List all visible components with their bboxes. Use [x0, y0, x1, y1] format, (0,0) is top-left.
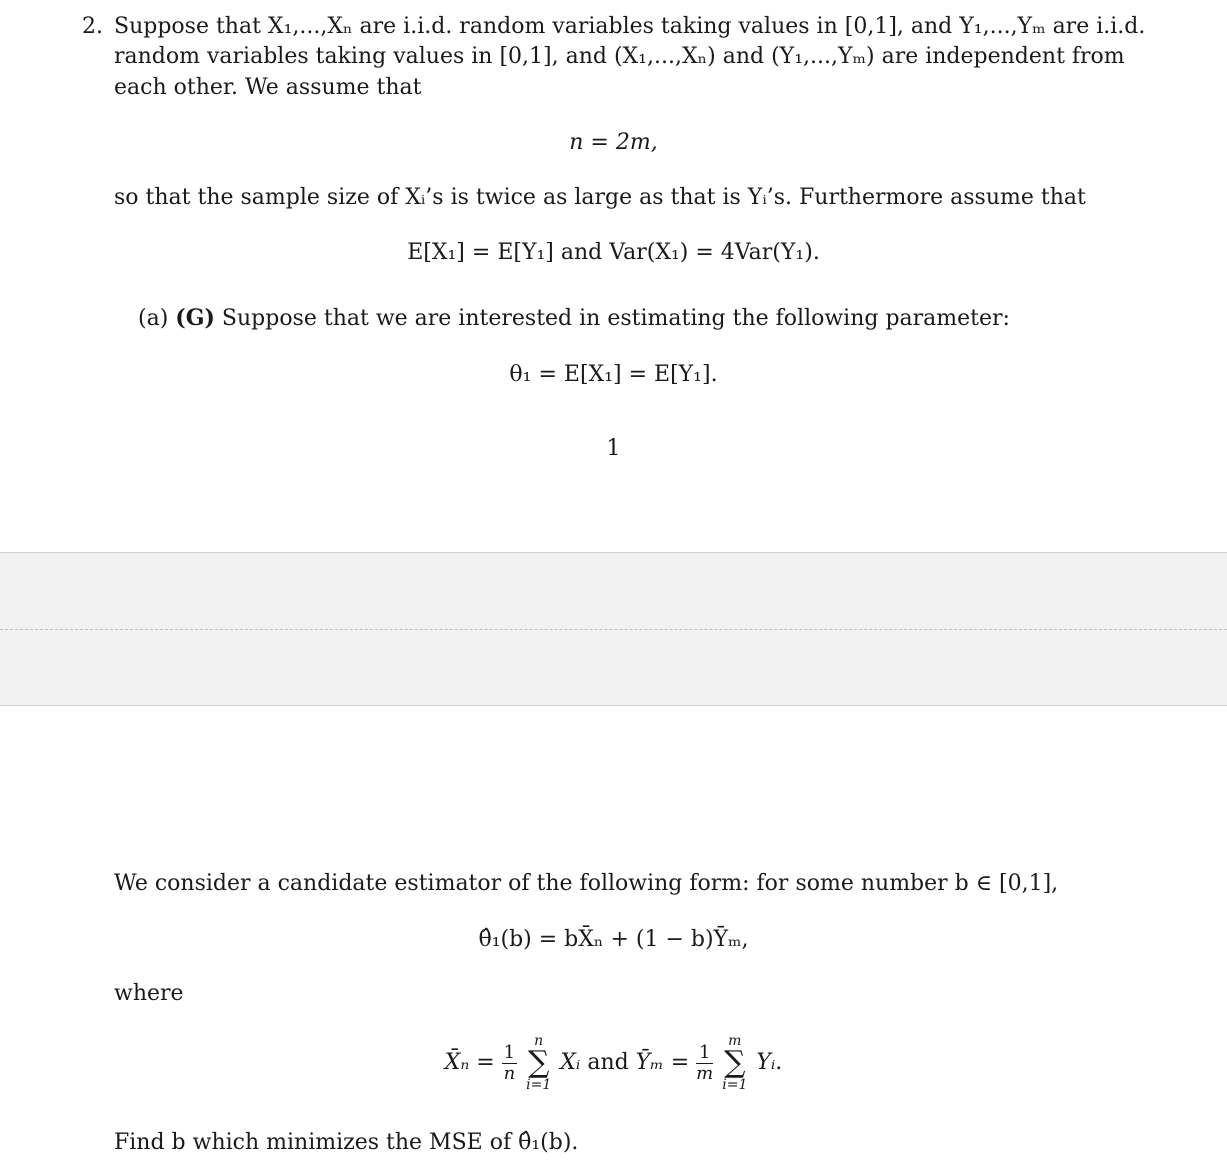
sum-symbol-x: [526, 1034, 551, 1092]
page-break-upper: [0, 552, 1227, 629]
sum-x-lower: i=1: [526, 1077, 552, 1093]
part-a-tag: (G): [175, 305, 215, 331]
part-a-text: Suppose that we are interested in estimating the following parameter:: [221, 306, 1010, 331]
equation-sample-means: [0, 1028, 1227, 1098]
xbar-lhs: X̄ₙ =: [444, 1050, 502, 1075]
fraction-m-numerator: 1: [696, 1043, 713, 1064]
sum-body-y: Yᵢ.: [756, 1050, 783, 1075]
and-word: and: [587, 1050, 636, 1075]
fraction-n-denominator: n: [503, 1062, 516, 1084]
part-a-label: (a): [138, 306, 169, 331]
intro-line-1: Suppose that X₁,...,Xₙ are i.i.d. random variables taking values in [0,1], and Y₁,...,Yₘ are i.i.d.: [114, 14, 1146, 39]
ybar-lhs: Ȳₘ =: [635, 1050, 697, 1075]
final-question: Find b which minimizes the MSE of θ̂₁(b).: [114, 1130, 579, 1155]
fraction-one-over-m: [696, 1043, 713, 1084]
problem-number: 2.: [82, 14, 103, 39]
sample-size-text: so that the sample size of Xᵢ’s is twice as large as that is Yᵢ’s. Furthermore assume that: [114, 185, 1086, 210]
intro-line-3: each other. We assume that: [114, 75, 422, 100]
equation-estimator: θ̂₁(b) = bX̄ₙ + (1 − b)Ȳₘ,: [478, 927, 749, 952]
equation-moments: E[X₁] = E[Y₁] and Var(X₁) = 4Var(Y₁).: [407, 240, 820, 265]
candidate-text: We consider a candidate estimator of the following form: for some number b ∈ [0,1],: [114, 871, 1059, 896]
sigma-glyph: ∑: [527, 1045, 550, 1080]
intro-line-2: random variables taking values in [0,1], and (X₁,...,Xₙ) and (Y₁,...,Yₘ) are independent from: [114, 44, 1125, 69]
sum-symbol-y: [722, 1034, 747, 1092]
part-a-line: [138, 303, 1010, 334]
fraction-one-over-n: [502, 1043, 517, 1084]
sum-y-upper: m: [728, 1033, 742, 1049]
sum-x-upper: n: [534, 1033, 544, 1049]
sum-y-lower: i=1: [722, 1077, 748, 1093]
page-break-lower: [0, 629, 1227, 706]
fraction-n-numerator: 1: [503, 1041, 516, 1063]
where-label: where: [114, 981, 184, 1006]
equation-theta: θ₁ = E[X₁] = E[Y₁].: [509, 362, 718, 387]
sum-body-x: Xᵢ: [560, 1050, 581, 1075]
fraction-m-denominator: m: [696, 1062, 714, 1084]
page-number: 1: [606, 436, 621, 461]
sigma-glyph: ∑: [724, 1045, 746, 1080]
equation-sample-size: n = 2m,: [569, 130, 658, 155]
